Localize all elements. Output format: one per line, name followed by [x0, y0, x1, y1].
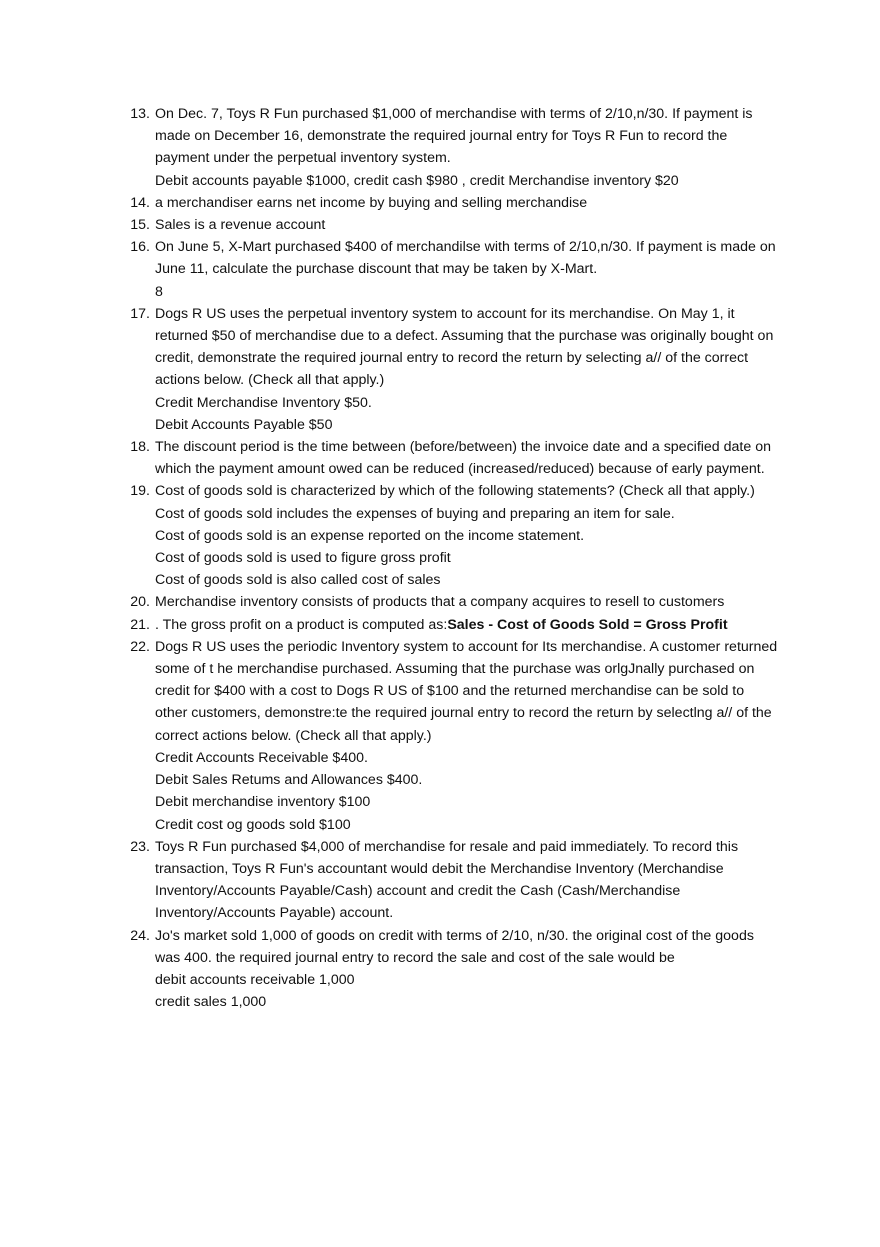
question-text: On June 5, X-Mart purchased $400 of merchandilse with terms of 2/10,n/30. If payment is made on June 11, calculate the purchase discount that may be taken by X-Mart.	[155, 239, 776, 278]
item-number: 17.	[130, 305, 150, 322]
answer-line: Debit merchandise inventory $100	[155, 794, 371, 811]
answer-line: debit accounts receivable 1,000	[155, 971, 355, 988]
question-text: Jo's market sold 1,000 of goods on credit with terms of 2/10, n/30. the original cost of the goods was 400. the required journal entry to record the sale and cost of the sale would be	[155, 927, 754, 966]
item-number: 22.	[130, 638, 150, 655]
list-item	[118, 214, 778, 236]
answer-line: Debit Accounts Payable $50	[155, 416, 333, 433]
list-item	[118, 836, 778, 925]
question-prefix: . The gross profit on a product is computed as:	[155, 616, 448, 633]
list-item	[118, 236, 778, 303]
list-item	[118, 591, 778, 613]
list-item	[118, 303, 778, 436]
item-number: 13.	[130, 106, 150, 122]
list-item	[118, 192, 778, 214]
answer-line: 8	[155, 283, 163, 300]
item-number: 19.	[130, 483, 150, 500]
answer-line: Cost of goods sold is used to figure gross profit	[155, 550, 451, 567]
question-text: a merchandiser earns net income by buying and selling merchandise	[155, 194, 588, 211]
gross-profit-formula: Sales - Cost of Goods Sold = Gross Profit	[447, 616, 728, 633]
question-text: Dogs R US uses the periodic Inventory system to account for Its merchandise. A customer returned some of t he merchandise purchased. Assuming that the purchase was orlgJnally purchased on credit for $400 with a cost to Dogs R US of $100 and the returned merchandise can be sold to other customers, demonstre:te the required journal entry to record the return by selectlng a// of the correct actions below. (Check all that apply.)	[155, 638, 778, 744]
answer-line: Cost of goods sold is also called cost of sales	[155, 572, 441, 589]
list-item	[118, 480, 778, 591]
item-number: 20.	[130, 594, 150, 611]
list-item	[118, 925, 778, 1014]
answer-line: Debit accounts payable $1000, credit cash $980 , credit Merchandise inventory $20	[155, 172, 679, 189]
item-number: 21.	[130, 616, 150, 633]
item-number: 15.	[130, 217, 150, 234]
list-item	[118, 436, 778, 480]
answer-line: Cost of goods sold includes the expenses of buying and preparing an item for sale.	[155, 505, 675, 522]
answer-line: Debit Sales Retums and Allowances $400.	[155, 772, 423, 789]
question-list	[118, 103, 778, 1013]
question-text: Merchandise inventory consists of products that a company acquires to resell to customers	[155, 594, 725, 611]
question-text	[155, 614, 778, 636]
item-number: 24.	[130, 927, 150, 944]
item-number: 23.	[130, 838, 150, 855]
answer-line: Credit Accounts Receivable $400.	[155, 749, 368, 766]
question-text: On Dec. 7, Toys R Fun purchased $1,000 of merchandise with terms of 2/10,n/30. If payment is made on December 16, demonstrate the required journal entry for Toys R Fun to record the payment under the perpetual inventory system.	[155, 106, 753, 167]
question-text: Sales is a revenue account	[155, 217, 326, 234]
answer-line: Cost of goods sold is an expense reported on the income statement.	[155, 527, 585, 544]
question-text: The discount period is the time between (before/between) the invoice date and a specified date on which the payment amount owed can be reduced (increased/reduced) because of early payment.	[155, 439, 771, 478]
list-item	[118, 636, 778, 836]
answer-line: credit sales 1,000	[155, 994, 267, 1011]
question-text: Dogs R US uses the perpetual inventory system to account for its merchandise. On May 1, it returned $50 of merchandise due to a defect. Assuming that the purchase was originally bought on credit, demonstrate the required journal entry to record the return by selecting a// of the correct actions below. (Check all that apply.)	[155, 305, 774, 389]
item-number: 16.	[130, 239, 150, 256]
item-number: 18.	[130, 439, 150, 456]
answer-line: Credit Merchandise Inventory $50.	[155, 394, 372, 411]
list-item	[118, 614, 778, 636]
question-text: Toys R Fun purchased $4,000 of merchandise for resale and paid immediately. To record this transaction, Toys R Fun's accountant would debit the Merchandise Inventory (Merchandise Inventory/Accounts Payable/Cash) account and credit the Cash (Cash/Merchandise Inventory/Accounts Payable) account.	[155, 838, 739, 922]
answer-line: Credit cost og goods sold $100	[155, 816, 351, 833]
list-item	[118, 103, 778, 192]
question-text: Cost of goods sold is characterized by which of the following statements? (Check all that apply.)	[155, 483, 755, 500]
item-number: 14.	[130, 194, 150, 211]
